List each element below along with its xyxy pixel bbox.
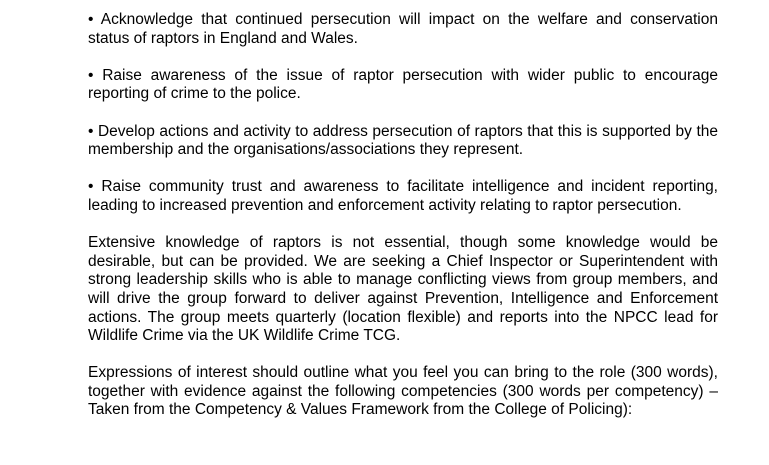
bullet-community-trust: • Raise community trust and awareness to facilitate intelligence and incident reporting, leading to increased prevention and enforcement activity relating to raptor persecution.: [88, 178, 718, 214]
bullet-raise-awareness: • Raise awareness of the issue of raptor persecution with wider public to encourage reporting of crime to the police.: [88, 66, 718, 103]
paragraph-role-requirements: Extensive knowledge of raptors is not essential, though some knowledge would be desirable, but can be provided. We are seeking a Chief Inspector or Superintendent with strong leadership skills who is able to manage conflicting views from group members, and will drive the group forward to deliver against Prevention, Intelligence and Enforcement actions. The group meets quarterly (location flexible) and reports into the NPCC lead for Wildlife Crime via the UK Wildlife Crime TCG.: [88, 234, 718, 345]
bullet-acknowledge-persecution: • Acknowledge that continued persecution will impact on the welfare and conservation status of raptors in England and Wales.: [88, 11, 718, 47]
document-body: [88, 11, 718, 439]
paragraph-expressions-of-interest: Expressions of interest should outline what you feel you can bring to the role (300 words), together with evidence against the following competencies (300 words per competency) – Taken from the Competency & Values Framework from the College of Policing):: [88, 364, 718, 419]
bullet-develop-actions: • Develop actions and activity to address persecution of raptors that this is supported by the membership and the organisations/associations they represent.: [88, 122, 718, 159]
